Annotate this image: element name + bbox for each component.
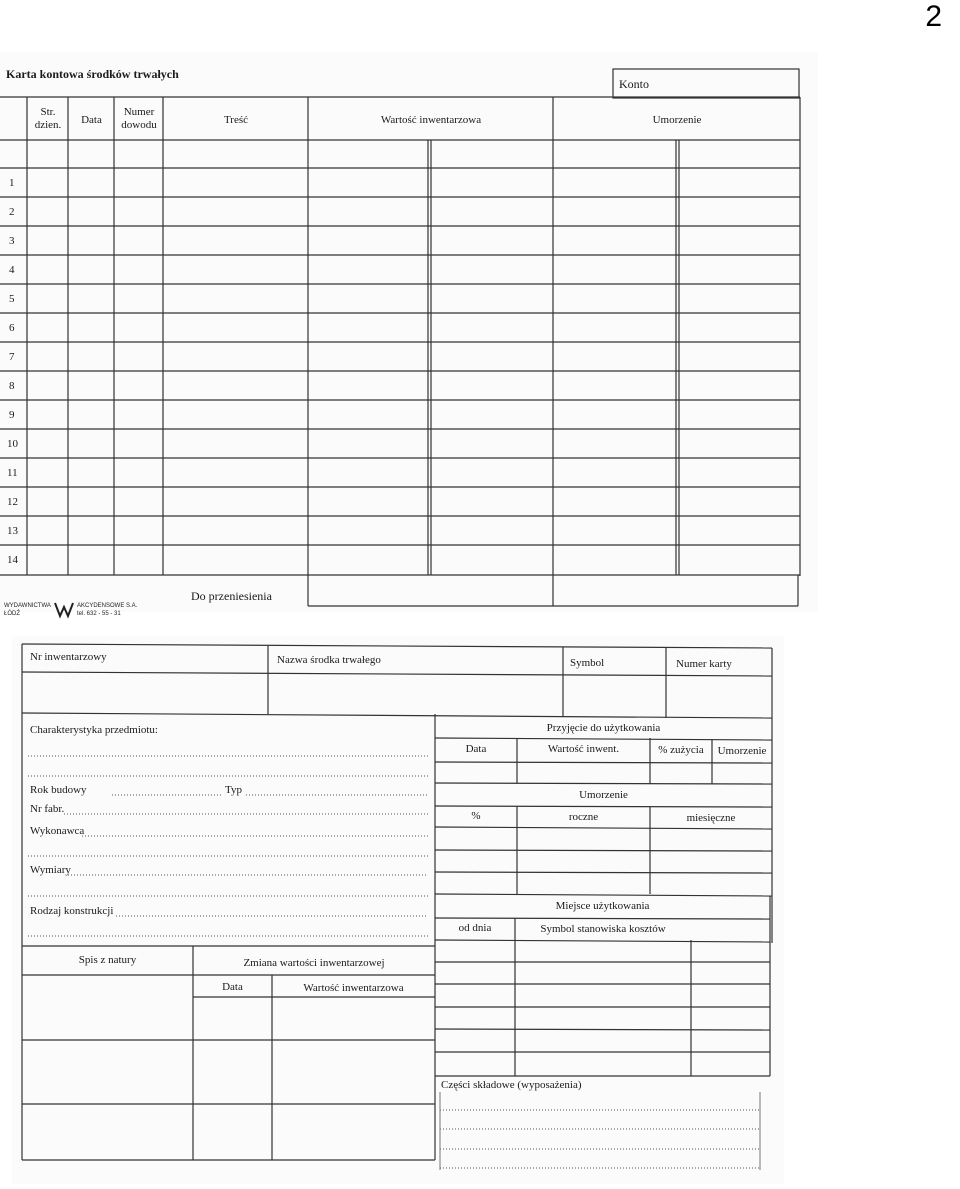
row-number: 6 xyxy=(9,322,15,334)
umorzenie-col-miesieczne: miesięczne xyxy=(686,812,736,824)
header-str-dzien: Str. dzien. xyxy=(34,106,62,131)
header-data: Data xyxy=(81,114,102,126)
publisher-tel: tel. 632 - 55 - 31 xyxy=(77,611,121,617)
zmiana-wartosc-label: Wartość inwentarzowa xyxy=(303,982,404,994)
nr-inwentarzowy-label: Nr inwentarzowy xyxy=(30,651,107,663)
row-number: 1 xyxy=(9,177,15,189)
publisher-line1: WYDAWNICTWA xyxy=(4,603,51,609)
numer-karty-label: Numer karty xyxy=(676,658,732,670)
spis-z-natury-label: Spis z natury xyxy=(78,954,137,966)
row-number: 14 xyxy=(7,554,18,566)
header-tresc: Treść xyxy=(223,114,249,126)
przyjecie-col-data: Data xyxy=(465,743,487,755)
umorzenie-col-procent: % xyxy=(471,810,481,822)
umorzenie-label: Umorzenie xyxy=(579,789,628,801)
header-wartosc: Wartość inwentarzowa xyxy=(380,114,482,126)
konto-label: Konto xyxy=(619,77,649,91)
publisher-name: AKCYDENSOWE S.A. xyxy=(77,603,138,609)
row-number: 10 xyxy=(7,438,18,450)
row-number: 13 xyxy=(7,525,18,537)
symbol-stanowiska-label: Symbol stanowiska kosztów xyxy=(540,923,666,935)
row-number: 8 xyxy=(9,380,15,392)
przyjecie-label: Przyjęcie do użytkowania xyxy=(546,722,661,734)
czesci-skladowe-label: Części składowe (wyposażenia) xyxy=(441,1079,582,1091)
charakterystyka-label: Charakterystyka przedmiotu: xyxy=(30,724,158,736)
przyjecie-col-zuzycie: % zużycia xyxy=(658,744,704,756)
przyjecie-col-wartosc: Wartość inwent. xyxy=(547,743,620,755)
publisher-line2: ŁÓDŹ xyxy=(4,611,21,617)
typ-label: Typ xyxy=(225,784,242,796)
od-dnia-label: od dnia xyxy=(458,922,492,934)
symbol-label: Symbol xyxy=(570,657,605,669)
page-number: 2 xyxy=(925,0,942,33)
row-number: 2 xyxy=(9,206,15,218)
przyjecie-col-umorzenie: Umorzenie xyxy=(717,745,767,757)
card-title: Karta kontowa środków trwałych xyxy=(6,67,179,81)
row-number: 11 xyxy=(7,467,18,479)
row-number: 3 xyxy=(9,235,15,247)
rodzaj-konstrukcji-label: Rodzaj konstrukcji xyxy=(30,905,114,917)
row-number: 9 xyxy=(9,409,15,421)
row-number: 12 xyxy=(7,496,18,508)
zmiana-wartosci-label: Zmiana wartości inwentarzowej xyxy=(243,957,385,969)
umorzenie-col-roczne: roczne xyxy=(568,811,599,823)
zmiana-data-label: Data xyxy=(222,981,243,993)
header-numer-dowodu: Numer dowodu xyxy=(121,106,157,131)
wymiary-label: Wymiary xyxy=(30,864,71,876)
row-number: 4 xyxy=(9,264,15,276)
carry-forward-label: Do przeniesienia xyxy=(191,589,272,603)
nazwa-label: Nazwa środka trwałego xyxy=(277,654,381,666)
row-number: 7 xyxy=(9,351,15,363)
header-umorzenie: Umorzenie xyxy=(652,114,702,126)
wykonawca-label: Wykonawca xyxy=(30,825,85,837)
miejsce-label: Miejsce użytkowania xyxy=(555,900,650,912)
row-number: 5 xyxy=(9,293,15,305)
rok-budowy-label: Rok budowy xyxy=(30,784,87,796)
nr-fabr-label: Nr fabr. xyxy=(30,803,65,815)
